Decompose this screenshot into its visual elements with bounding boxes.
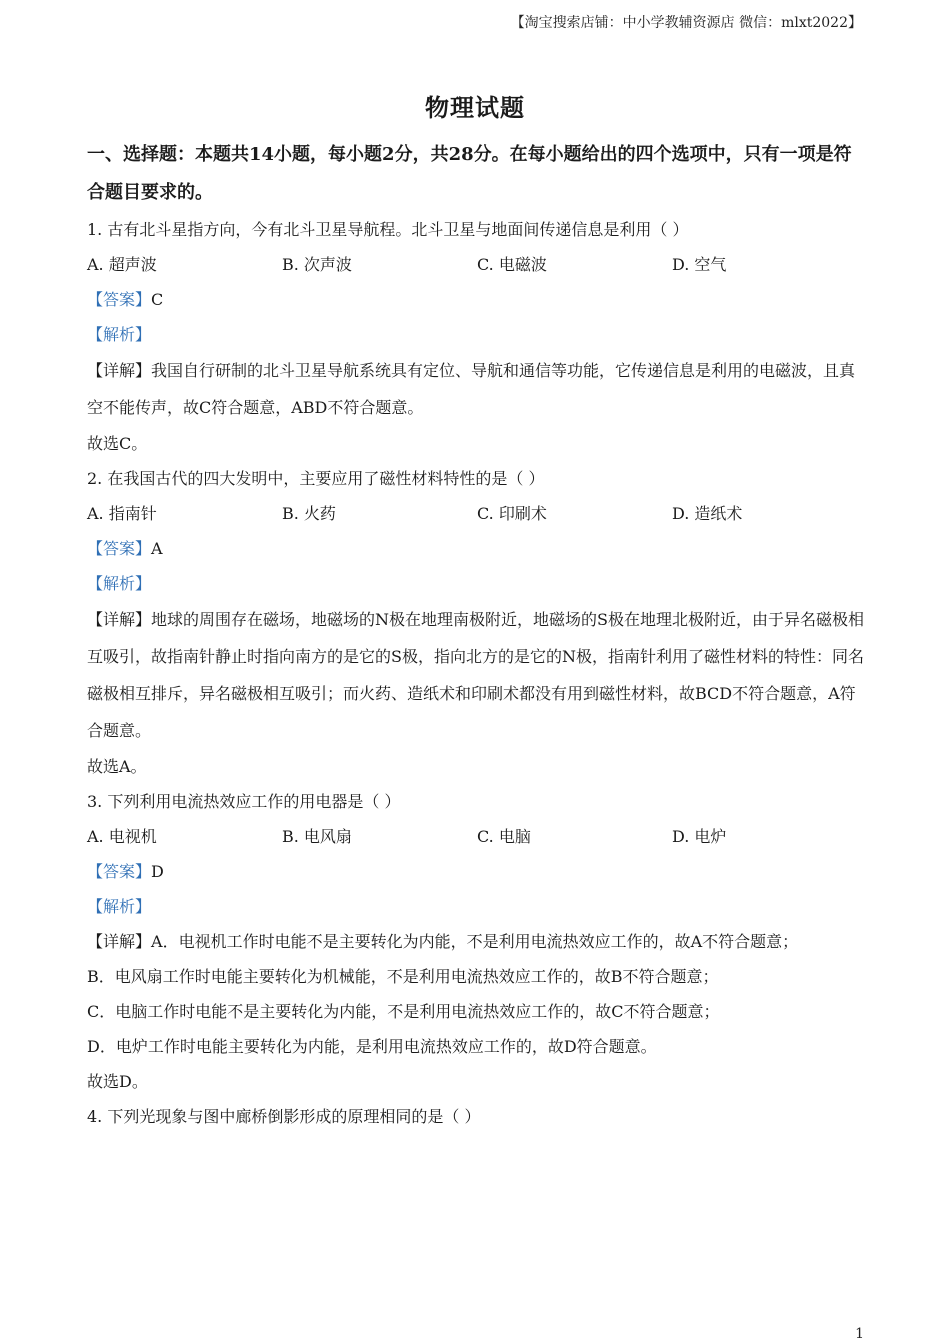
analysis-tag: 【解析】 xyxy=(87,325,152,344)
detail-line: B．电风扇工作时电能主要转化为机械能，不是利用电流热效应工作的，故B不符合题意； xyxy=(87,967,719,986)
question-stem: 1. 古有北斗星指方向，今有北斗卫星导航程。北斗卫星与地面间传递信息是利用（ ） xyxy=(87,220,689,239)
question-stem: 2. 在我国古代的四大发明中，主要应用了磁性材料特性的是（ ） xyxy=(87,469,545,488)
option-c: C. 印刷术 xyxy=(477,504,547,523)
detail-tag: 【详解】 xyxy=(87,361,152,380)
section-heading: 一、选择题：本题共14小题，每小题2分，共28分。在每小题给出的四个选项中，只有一项是符合题目要求的。 xyxy=(87,144,852,203)
option-c: C. 电磁波 xyxy=(477,255,547,274)
question-1 xyxy=(87,212,867,461)
conclusion: 故选A。 xyxy=(87,757,147,776)
answer-value: C xyxy=(151,290,164,309)
answer-line xyxy=(87,282,867,317)
page-number: 1 xyxy=(855,1326,864,1342)
option-b: B. 电风扇 xyxy=(282,827,352,846)
detail-paragraph xyxy=(87,601,867,749)
option-d: D. 空气 xyxy=(672,255,727,274)
detail-text: 地球的周围存在磁场，地磁场的N极在地理南极附近，地磁场的S极在地理北极附近，由于异名磁极相互吸引，故指南针静止时指向南方的是它的S极，指向北方的是它的N极，指南针利用了磁性材料的特性：同名磁极相互排斥，异名磁极相互吸引；而火药、造纸术和印刷术都没有用到磁性材料，故BCD不符合题意，A符合题意。 xyxy=(87,610,864,740)
answer-value: A xyxy=(151,539,163,558)
option-d: D. 电炉 xyxy=(672,827,727,846)
option-a: A. 超声波 xyxy=(87,255,157,274)
question-4 xyxy=(87,1099,867,1134)
detail-paragraph xyxy=(87,352,867,426)
conclusion: 故选D。 xyxy=(87,1072,148,1091)
conclusion: 故选C。 xyxy=(87,434,148,453)
question-3 xyxy=(87,784,867,1099)
document-body xyxy=(87,136,867,1134)
detail-tag: 【详解】 xyxy=(87,610,152,629)
option-b: B. 次声波 xyxy=(282,255,352,274)
detail-line: D．电炉工作时电能主要转化为内能，是利用电流热效应工作的，故D符合题意。 xyxy=(87,1037,657,1056)
question-options xyxy=(87,819,867,854)
detail-line xyxy=(87,924,867,959)
detail-text: 我国自行研制的北斗卫星导航系统具有定位、导航和通信等功能，它传递信息是利用的电磁波，且真空不能传声，故C符合题意，ABD不符合题意。 xyxy=(87,361,856,417)
header-note: 【淘宝搜索店铺：中小学教辅资源店 微信：mlxt2022】 xyxy=(510,15,862,31)
question-stem: 3. 下列利用电流热效应工作的用电器是（ ） xyxy=(87,792,401,811)
analysis-tag: 【解析】 xyxy=(87,897,152,916)
option-c: C. 电脑 xyxy=(477,827,531,846)
answer-value: D xyxy=(151,862,164,881)
answer-tag: 【答案】 xyxy=(87,862,152,881)
detail-tag: 【详解】 xyxy=(87,932,152,951)
answer-tag: 【答案】 xyxy=(87,290,152,309)
option-d: D. 造纸术 xyxy=(672,504,743,523)
question-2 xyxy=(87,461,867,784)
answer-line xyxy=(87,854,867,889)
detail-line: C．电脑工作时电能不是主要转化为内能，不是利用电流热效应工作的，故C不符合题意； xyxy=(87,1002,720,1021)
answer-tag: 【答案】 xyxy=(87,539,152,558)
option-b: B. 火药 xyxy=(282,504,336,523)
question-stem: 4. 下列光现象与图中廊桥倒影形成的原理相同的是（ ） xyxy=(87,1107,481,1126)
page-title: 物理试题 xyxy=(425,93,525,122)
analysis-tag: 【解析】 xyxy=(87,574,152,593)
option-a: A. 电视机 xyxy=(87,827,157,846)
detail-text: A．电视机工作时电能不是主要转化为内能，不是利用电流热效应工作的，故A不符合题意； xyxy=(151,932,799,951)
option-a: A. 指南针 xyxy=(87,504,157,523)
question-options xyxy=(87,496,867,531)
answer-line xyxy=(87,531,867,566)
question-options xyxy=(87,247,867,282)
